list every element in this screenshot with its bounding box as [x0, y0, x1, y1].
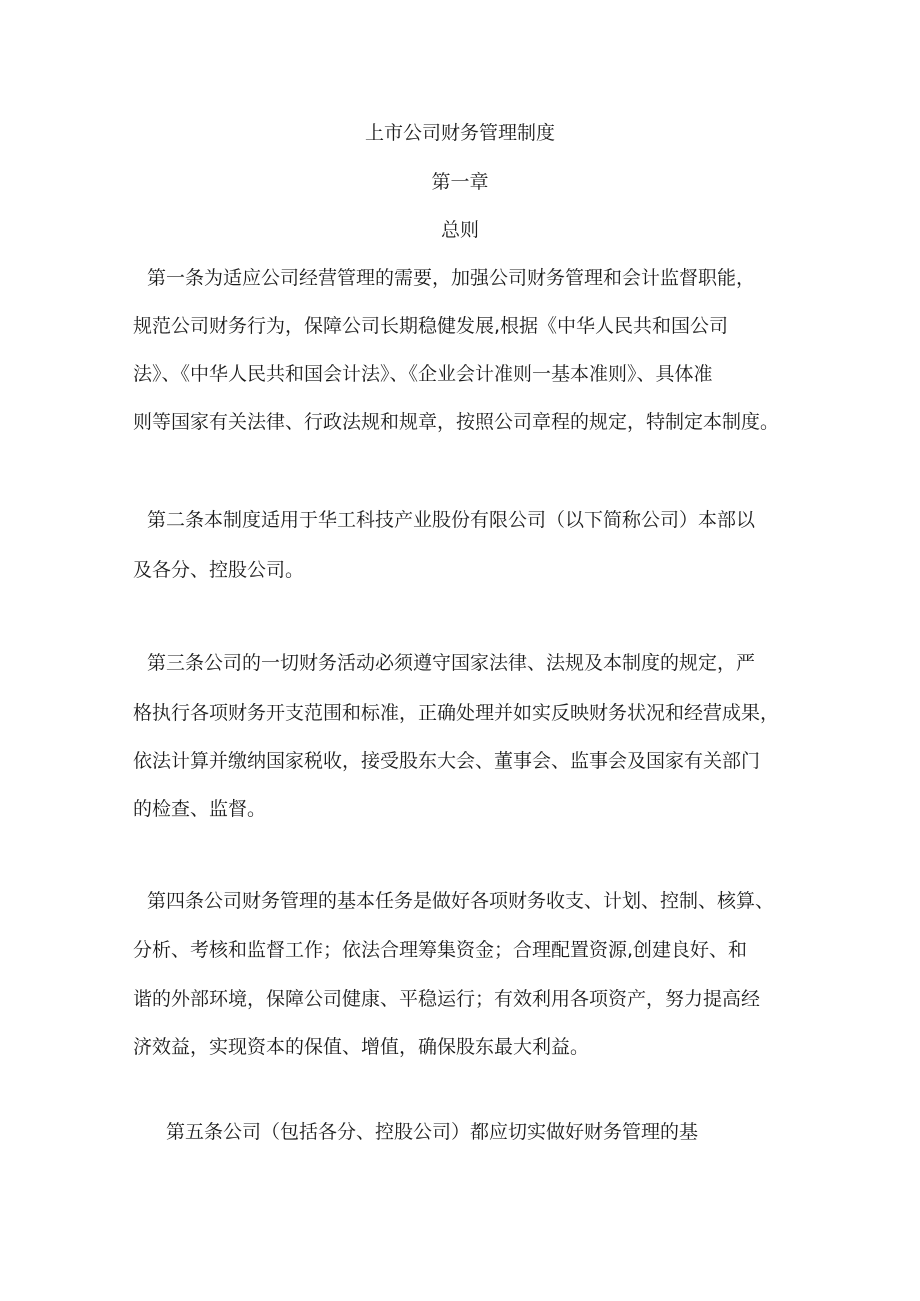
article-4-line-1: 第四条公司财务管理的基本任务是做好各项财务收支、计划、控制、核算、: [147, 890, 775, 912]
article-5-line-1: 第五条公司（包括各分、控股公司）都应切实做好财务管理的基: [166, 1121, 699, 1143]
article-3-line-3: 依法计算并缴纳国家税收，接受股东大会、董事会、监事会及国家有关部门: [133, 750, 761, 772]
chapter-number: 第一章: [431, 171, 489, 193]
article-3-line-4: 的检查、监督。: [133, 798, 267, 820]
article-1-line-3: 法》、《中华人民共和国会计法》、《企业会计准则一基本准则》、具体准: [133, 363, 713, 385]
article-4-line-2: 分析、考核和监督工作；依法合理筹集资金；合理配置资源,创建良好、和: [133, 939, 748, 961]
chapter-title: 总则: [440, 219, 479, 241]
article-1-line-1: 第一条为适应公司经营管理的需要，加强公司财务管理和会计监督职能，: [147, 267, 756, 289]
article-2-line-2: 及各分、控股公司。: [133, 559, 305, 581]
document-title: 上市公司财务管理制度: [364, 122, 555, 144]
article-2-line-1: 第二条本制度适用于华工科技产业股份有限公司（以下简称公司）本部以: [147, 509, 756, 531]
article-3-line-2: 格执行各项财务开支范围和标准，正确处理并如实反映财务状况和经营成果，: [133, 702, 780, 724]
article-4-line-4: 济效益，实现资本的保值、增值，确保股东最大利益。: [133, 1036, 590, 1058]
article-3-line-1: 第三条公司的一切财务活动必须遵守国家法律、法规及本制度的规定，严: [147, 652, 756, 674]
article-4-line-3: 谐的外部环境，保障公司健康、平稳运行；有效利用各项资产，努力提高经: [133, 988, 761, 1010]
article-1-line-4: 则等国家有关法律、行政法规和规章，按照公司章程的规定，特制定本制度。: [133, 411, 780, 433]
article-1-line-2: 规范公司财务行为，保障公司长期稳健发展,根据《中华人民共和国公司: [133, 315, 729, 337]
